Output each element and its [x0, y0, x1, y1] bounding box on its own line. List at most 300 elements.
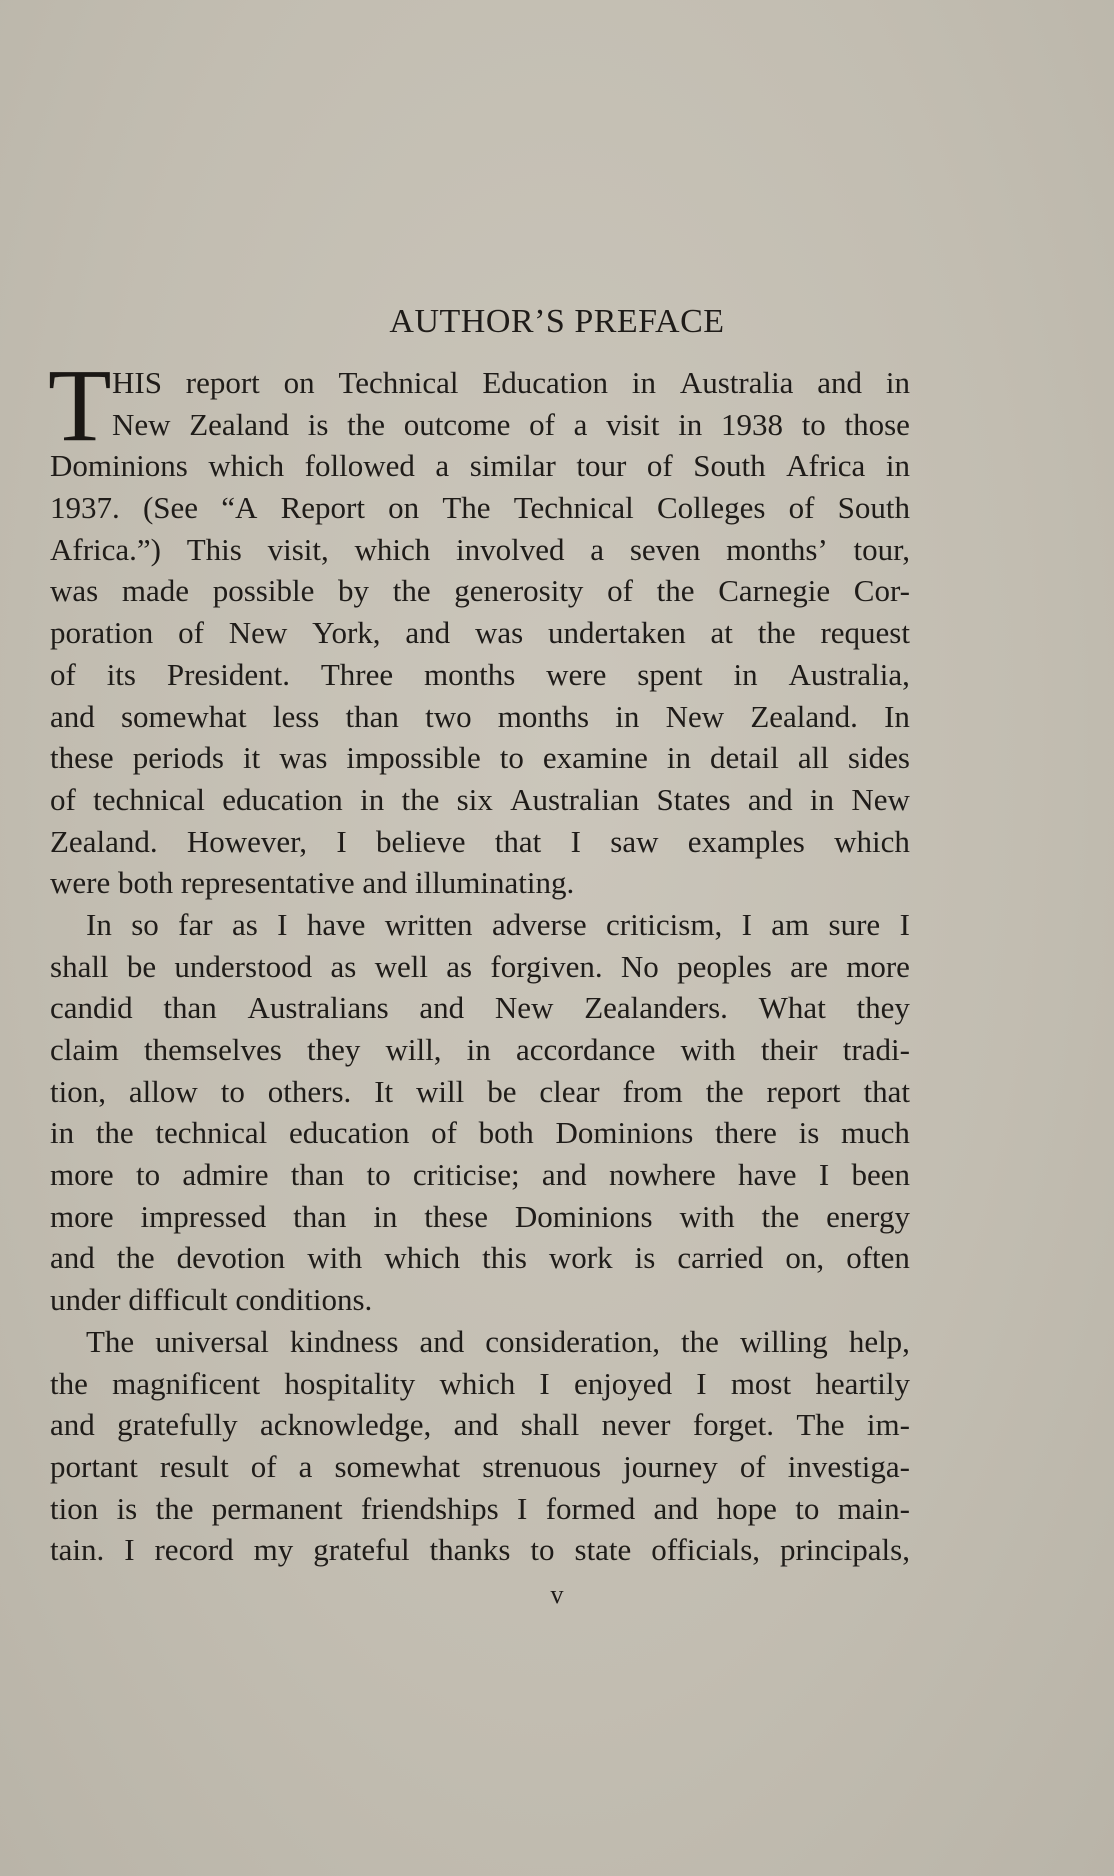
text-line [50, 487, 910, 529]
word: in [466, 1032, 491, 1067]
word: a [590, 531, 605, 567]
word: Africa [786, 448, 866, 484]
word: the [761, 1198, 800, 1234]
word: is [307, 406, 329, 442]
word: New [228, 615, 288, 651]
word: they [856, 990, 910, 1026]
text-line [50, 1529, 910, 1571]
word: in [360, 781, 385, 817]
line-words [86, 1321, 910, 1363]
line-words [50, 737, 910, 779]
text-line [50, 904, 910, 946]
word: main- [837, 1490, 910, 1526]
word: heartily [815, 1365, 910, 1401]
word: its [106, 656, 136, 692]
word: months [423, 656, 516, 692]
word: in [615, 698, 640, 734]
word: than [163, 990, 217, 1026]
word: of [646, 448, 673, 484]
word: more [846, 948, 910, 984]
word: undertaken [548, 615, 686, 651]
word: poration [50, 615, 154, 651]
word: forgiven. [490, 948, 603, 984]
word: shall [520, 1407, 580, 1443]
word: detail [710, 740, 779, 776]
line-words [50, 1446, 910, 1488]
word: hope [716, 1490, 777, 1526]
word: outcome [403, 406, 511, 442]
word: with [307, 1240, 363, 1276]
word: the [95, 1115, 134, 1151]
word: spent [637, 656, 703, 692]
line-words [50, 445, 910, 487]
word: the [50, 1365, 88, 1401]
word: well [374, 948, 428, 984]
word: be [487, 1073, 517, 1109]
word: was [50, 573, 99, 609]
word: examples [687, 823, 805, 859]
text-line [50, 1071, 910, 1113]
word: is [798, 1115, 820, 1151]
word: in [373, 1198, 398, 1234]
word: tradi- [842, 1032, 910, 1067]
word: President. [166, 656, 290, 692]
word: Australia [679, 365, 794, 400]
word: request [820, 615, 910, 651]
word: months [497, 698, 590, 734]
line-words [50, 487, 910, 529]
word: than [293, 1198, 347, 1234]
word: Dominions [514, 1198, 653, 1234]
line-words [50, 821, 910, 863]
word: criticism, [605, 906, 723, 942]
word: South [837, 490, 910, 526]
word: New [112, 406, 171, 442]
word: In [86, 906, 112, 942]
word: im- [866, 1407, 910, 1443]
word: somewhat [334, 1448, 461, 1484]
word: a [573, 406, 588, 442]
word: the [401, 781, 440, 817]
word: I [124, 1532, 135, 1568]
word: consideration, [485, 1323, 660, 1359]
word: somewhat [120, 698, 247, 734]
word: and [653, 1490, 699, 1526]
word: often [846, 1240, 910, 1276]
word: visit [606, 406, 660, 442]
word: to [801, 406, 826, 442]
word: devotion [176, 1240, 286, 1276]
word: tion, [50, 1073, 106, 1109]
word: candid [50, 990, 133, 1026]
word: investiga- [787, 1448, 910, 1484]
word: kindness [289, 1323, 399, 1359]
word: in [678, 406, 703, 442]
word: written [384, 906, 473, 942]
text-line [50, 1446, 910, 1488]
word: the [347, 406, 385, 442]
word: to [220, 1073, 245, 1109]
word: education [288, 1115, 410, 1151]
page-title: AUTHOR’S PREFACE [389, 303, 725, 340]
word: impossible [346, 740, 481, 776]
page-number: v [550, 1580, 564, 1609]
text-line: under difficult conditions. [50, 1282, 373, 1318]
word: nowhere [608, 1157, 716, 1193]
word: The [86, 1323, 135, 1359]
word: two [425, 698, 472, 734]
line-words [50, 1112, 910, 1154]
word: these [50, 740, 114, 776]
word: to [499, 740, 524, 776]
word: of [431, 1115, 457, 1151]
text-line [50, 529, 910, 571]
line-words [50, 612, 910, 654]
word: grateful [313, 1532, 410, 1568]
word: in [809, 781, 835, 817]
word: the [656, 573, 695, 609]
word: I [539, 1365, 550, 1401]
word: in [885, 365, 910, 400]
word: my [253, 1532, 294, 1568]
text-line [50, 1237, 910, 1279]
word: Zealand [189, 406, 290, 442]
word: and [419, 990, 465, 1026]
word: others. [267, 1073, 352, 1109]
word: in [666, 740, 692, 776]
word: The [442, 490, 491, 526]
word: of [250, 1448, 277, 1484]
word: principals, [779, 1532, 910, 1568]
word: and [453, 1407, 499, 1443]
word: energy [826, 1198, 910, 1234]
text-line [50, 612, 910, 654]
word: than [345, 698, 399, 734]
word: portant [50, 1448, 138, 1484]
text-line [50, 737, 910, 779]
word: was [474, 615, 524, 651]
word: acknowledge, [259, 1407, 432, 1443]
line-words [50, 779, 910, 821]
word: Dominions [555, 1115, 694, 1151]
word: Zealanders. [584, 990, 728, 1026]
word: these [424, 1198, 488, 1234]
word: Technical [338, 365, 459, 400]
word: tain. [50, 1532, 105, 1568]
word: HIS [112, 365, 162, 400]
word: Australia, [788, 656, 910, 692]
word: I [570, 823, 581, 859]
word: similar [469, 448, 556, 484]
word: in [631, 365, 656, 400]
word: to [795, 1490, 820, 1526]
word: on [388, 490, 420, 526]
word: result [159, 1448, 229, 1484]
word: all [797, 740, 829, 776]
text-line [50, 570, 910, 612]
word: more [50, 1198, 114, 1234]
word: is [116, 1490, 138, 1526]
word: York, [312, 615, 381, 651]
word: their [760, 1032, 818, 1067]
word: Colleges [656, 490, 766, 526]
word: South [693, 448, 766, 484]
line-words [112, 404, 910, 446]
word: far [178, 906, 213, 942]
word: with [680, 1032, 736, 1067]
word: peoples [677, 948, 772, 984]
word: officials, [651, 1532, 761, 1568]
line-words [50, 570, 910, 612]
word: Three [320, 656, 394, 692]
word: that [494, 823, 542, 859]
word: “A [221, 490, 258, 526]
word: of [178, 615, 204, 651]
word: hospitality [284, 1365, 416, 1401]
word: much [841, 1115, 910, 1151]
word: New [494, 990, 554, 1026]
line-words [50, 1196, 910, 1238]
word: is [634, 1240, 656, 1276]
word: the [155, 1490, 194, 1526]
word: gratefully [117, 1407, 238, 1443]
line-words [50, 654, 910, 696]
word: Cor- [853, 573, 910, 609]
word: which [384, 1240, 461, 1276]
word: on [283, 365, 315, 400]
word: and [50, 698, 95, 734]
text-line [50, 1321, 910, 1363]
word: impressed [140, 1198, 267, 1234]
word: the [757, 615, 796, 651]
word: less [272, 698, 320, 734]
word: report [766, 1073, 841, 1109]
word: forget. [692, 1407, 775, 1443]
word: to [136, 1157, 161, 1193]
word: I [336, 823, 347, 859]
word: admire [182, 1157, 269, 1193]
word: accordance [515, 1032, 656, 1067]
preface-body [50, 362, 910, 1571]
word: report [185, 365, 260, 400]
word: saw [610, 823, 659, 859]
word: state [574, 1532, 632, 1568]
line-words [50, 946, 910, 988]
word: than [290, 1157, 345, 1193]
word: generosity [454, 573, 584, 609]
word: States [656, 781, 731, 817]
word: have [738, 1157, 797, 1193]
word: Australians [247, 990, 389, 1026]
word: In [884, 698, 910, 734]
word: followed [304, 448, 415, 484]
word: believe [375, 823, 466, 859]
word: be [126, 948, 157, 984]
word: in [50, 1115, 75, 1151]
word: and [541, 1157, 587, 1193]
word: Zealand. [750, 698, 858, 734]
word: am [771, 906, 810, 942]
word: those [844, 406, 910, 442]
word: are [790, 948, 828, 984]
word: the [392, 573, 431, 609]
word: Technical [513, 490, 634, 526]
drop-cap: T [48, 348, 112, 463]
word: and [50, 1240, 95, 1276]
word: 1937. [50, 490, 120, 526]
word: was [279, 740, 328, 776]
word: Education [482, 365, 609, 400]
word: were [546, 656, 607, 692]
word: carried [677, 1240, 764, 1276]
word: the [681, 1323, 719, 1359]
text-line [50, 821, 910, 863]
word: which [208, 448, 285, 484]
word: never [601, 1407, 671, 1443]
line-words [86, 904, 910, 946]
word: sure [828, 906, 881, 942]
word: they [306, 1032, 361, 1067]
line-words [50, 1029, 910, 1071]
word: universal [155, 1323, 269, 1359]
word: I [517, 1490, 528, 1526]
word: both [478, 1115, 534, 1151]
word: shall [50, 948, 109, 984]
word: at [710, 615, 733, 651]
text-line [50, 1363, 910, 1405]
word: adverse [491, 906, 587, 942]
word: a [435, 448, 450, 484]
word: most [730, 1365, 792, 1401]
text-line [50, 779, 910, 821]
text-line [50, 1488, 910, 1530]
word: formed [545, 1490, 636, 1526]
word: friendships [360, 1490, 499, 1526]
word: and [419, 1323, 465, 1359]
word: New [665, 698, 725, 734]
word: criticise; [412, 1157, 520, 1193]
word: it [242, 740, 261, 776]
word: magnificent [112, 1365, 261, 1401]
word: However, [186, 823, 308, 859]
line-words [50, 696, 910, 738]
word: which [354, 531, 431, 567]
word: themselves [144, 1032, 282, 1067]
word: as [446, 948, 473, 984]
word: and [405, 615, 451, 651]
word: more [50, 1157, 114, 1193]
word: of [529, 406, 555, 442]
line-words [50, 1237, 910, 1279]
word: New [851, 781, 910, 817]
word: with [679, 1198, 735, 1234]
word: which [834, 823, 910, 859]
word: as [330, 948, 357, 984]
word: of [50, 656, 76, 692]
text-line [50, 404, 910, 446]
word: will [416, 1073, 465, 1109]
word: This [186, 531, 242, 567]
word: record [154, 1532, 234, 1568]
word: Dominions [50, 448, 188, 484]
text-line [50, 445, 910, 487]
word: work [548, 1240, 613, 1276]
word: thanks [429, 1532, 511, 1568]
word: willing [739, 1323, 828, 1359]
word: Carnegie [718, 573, 831, 609]
word: by [338, 573, 370, 609]
word: seven [629, 531, 701, 567]
line-words [50, 1363, 910, 1405]
line-words [112, 362, 910, 404]
word: 1938 [721, 406, 783, 442]
word: education [222, 781, 343, 817]
word: as [231, 906, 258, 942]
text-line [50, 1112, 910, 1154]
word: of [50, 781, 76, 817]
word: I [899, 906, 910, 942]
word: Report [280, 490, 365, 526]
word: clear [539, 1073, 600, 1109]
word: The [796, 1407, 845, 1443]
text-line [50, 654, 910, 696]
word: of [607, 573, 633, 609]
text-line [50, 987, 910, 1029]
word: sides [847, 740, 910, 776]
line-words [50, 1154, 910, 1196]
word: periods [132, 740, 224, 776]
word: I [818, 1157, 830, 1193]
word: from [622, 1073, 683, 1109]
word: Australian [510, 781, 640, 817]
text-line [50, 1196, 910, 1238]
word: Africa.”) [50, 531, 161, 567]
word: involved [456, 531, 565, 567]
word: months’ [726, 531, 828, 567]
word: which [439, 1365, 516, 1401]
word: so [131, 906, 159, 942]
word: strenuous [482, 1448, 602, 1484]
text-line: were both representative and illuminating. [50, 865, 575, 901]
word: and [50, 1407, 95, 1443]
word: understood [174, 948, 313, 984]
word: will, [385, 1032, 442, 1067]
word: (See [142, 490, 199, 526]
word: have [306, 906, 366, 942]
line-words [50, 529, 910, 571]
word: tour [576, 448, 627, 484]
text-line [50, 1404, 910, 1446]
word: that [863, 1073, 910, 1109]
word: permanent [211, 1490, 343, 1526]
word: of [739, 1448, 766, 1484]
word: been [851, 1157, 910, 1193]
word: visit, [267, 531, 329, 567]
word: made [121, 573, 190, 609]
text-line [50, 696, 910, 738]
word: examine [542, 740, 648, 776]
line-words [50, 1071, 910, 1113]
word: It [374, 1073, 394, 1109]
word: No [620, 948, 659, 984]
word: technical [93, 781, 205, 817]
word: help, [848, 1323, 910, 1359]
line-words [50, 987, 910, 1029]
word: I [277, 906, 288, 942]
word: in [885, 448, 910, 484]
word: and [747, 781, 793, 817]
text-line [50, 946, 910, 988]
